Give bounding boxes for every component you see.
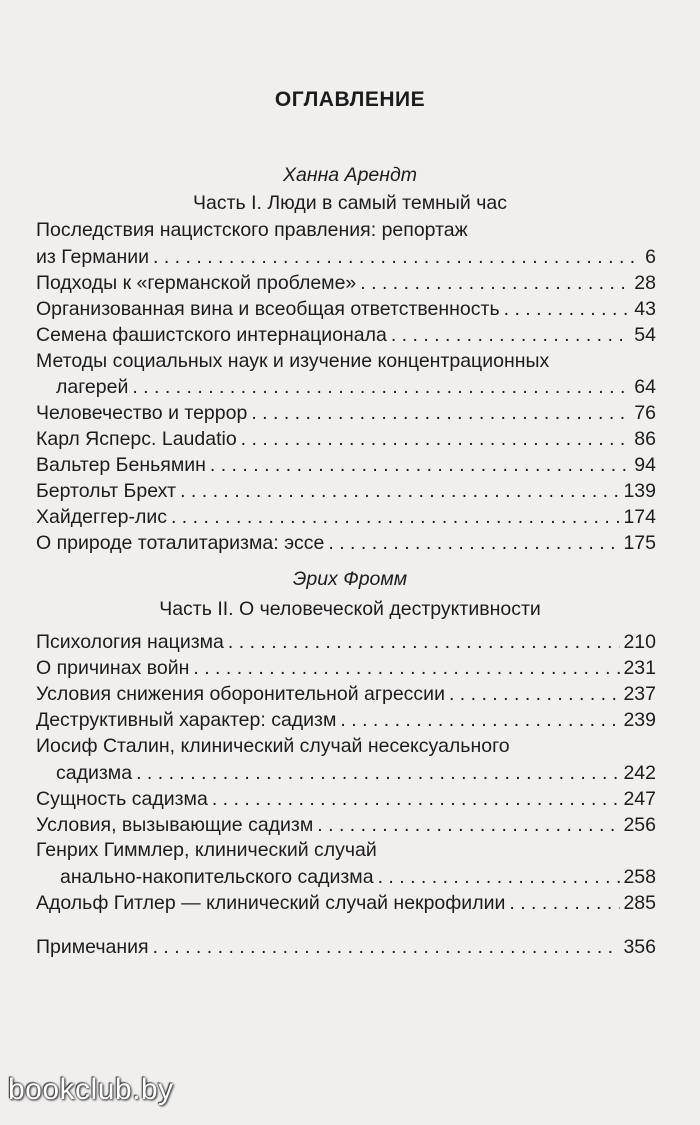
watermark-text: bookclub.by bbox=[8, 1073, 174, 1106]
toc-entry[interactable] bbox=[36, 375, 656, 399]
toc-entry[interactable] bbox=[36, 297, 656, 321]
toc-entry-page: 175 bbox=[623, 532, 656, 554]
toc-entry-page: 28 bbox=[634, 272, 656, 294]
toc-entry-title: О причинах войн bbox=[36, 657, 190, 679]
toc-entry-title: Хайдеггер-лис bbox=[36, 506, 167, 528]
toc-entry-page: 76 bbox=[634, 402, 656, 424]
toc-entry[interactable] bbox=[36, 761, 656, 785]
toc-entry-title: садизма bbox=[56, 762, 133, 784]
toc-entry[interactable] bbox=[36, 630, 656, 654]
toc-entry-line1: Методы социальных наук и изучение концентрационных bbox=[36, 350, 550, 372]
section-author-fromm: Эрих Фромм bbox=[292, 568, 408, 590]
section-author-arendt: Ханна Арендт bbox=[282, 164, 418, 186]
toc-entry-line1: Последствия нацистского правления: репортаж bbox=[36, 219, 468, 241]
toc-entry-title: Адольф Гитлер — клинический случай некрофилии bbox=[36, 892, 506, 914]
toc-entry-page: 6 bbox=[645, 246, 656, 268]
toc-entry-page: 356 bbox=[623, 936, 656, 958]
toc-entry-page: 64 bbox=[634, 376, 656, 398]
section-part-2: Часть II. О человеческой деструктивности bbox=[159, 598, 541, 620]
toc-entry-page: 247 bbox=[623, 788, 656, 810]
toc-entry[interactable] bbox=[36, 682, 656, 706]
toc-entry[interactable] bbox=[36, 787, 656, 811]
toc-entry-title: Карл Ясперс. Laudatio bbox=[36, 428, 237, 450]
toc-entry-page: 43 bbox=[634, 298, 656, 320]
toc-entry-title: О природе тоталитаризма: эссе bbox=[36, 532, 325, 554]
toc-entry[interactable] bbox=[36, 271, 656, 295]
toc-entry-line1: Генрих Гиммлер, клинический случай bbox=[36, 839, 377, 861]
toc-entry-page: 256 bbox=[623, 814, 656, 836]
toc-entry-title: Организованная вина и всеобщая ответственность bbox=[36, 298, 500, 320]
toc-entry[interactable] bbox=[36, 813, 656, 837]
toc-entry[interactable] bbox=[36, 427, 656, 451]
toc-entry[interactable] bbox=[36, 531, 656, 555]
toc-entry-line1: Иосиф Сталин, клинический случай несексуального bbox=[36, 735, 510, 757]
toc-entry-title: Сущность садизма bbox=[36, 788, 208, 810]
toc-entry-title: Условия снижения оборонительной агрессии bbox=[36, 683, 445, 705]
toc-entry-title: Человечество и террор bbox=[36, 402, 248, 424]
toc-entry-page: 258 bbox=[623, 866, 656, 888]
toc-entry[interactable] bbox=[36, 505, 656, 529]
toc-entry-page: 54 bbox=[634, 324, 656, 346]
toc-entry[interactable] bbox=[36, 401, 656, 425]
toc-entry[interactable] bbox=[36, 656, 656, 680]
toc-entry-title: анально-накопительского садизма bbox=[60, 866, 374, 888]
toc-entry[interactable] bbox=[36, 323, 656, 347]
toc-entry-page: 285 bbox=[623, 892, 656, 914]
toc-entry-title: Вальтер Беньямин bbox=[36, 454, 206, 476]
toc-entry-title: Деструктивный характер: садизм bbox=[36, 709, 337, 731]
toc-entry-title: Психология нацизма bbox=[36, 631, 224, 653]
toc-entry-page: 94 bbox=[634, 454, 656, 476]
toc-entry-title: из Германии bbox=[36, 246, 150, 268]
toc-entry[interactable] bbox=[36, 865, 656, 889]
toc-entry-title: Примечания bbox=[36, 936, 149, 958]
toc-entry-page: 174 bbox=[623, 506, 656, 528]
toc-entry-page: 86 bbox=[634, 428, 656, 450]
toc-entry-page: 210 bbox=[623, 631, 656, 653]
toc-entry[interactable] bbox=[36, 708, 656, 732]
toc-entry-title: Семена фашистского интернационала bbox=[36, 324, 387, 346]
toc-entry-page: 242 bbox=[623, 762, 656, 784]
toc-entry[interactable] bbox=[36, 479, 656, 503]
section-part-1: Часть I. Люди в самый темный час bbox=[193, 192, 507, 214]
toc-entry-title: Бертольт Брехт bbox=[36, 480, 177, 502]
page-title: ОГЛАВЛЕНИЕ bbox=[274, 88, 426, 111]
toc-entry[interactable] bbox=[36, 453, 656, 477]
toc-entry[interactable] bbox=[36, 245, 656, 269]
toc-entry-page: 239 bbox=[623, 709, 656, 731]
toc-entry[interactable] bbox=[36, 891, 656, 915]
toc-entry-title: лагерей bbox=[56, 376, 129, 398]
toc-entry-notes[interactable] bbox=[36, 935, 656, 959]
toc-entry-page: 139 bbox=[623, 480, 656, 502]
toc-entry-page: 231 bbox=[623, 657, 656, 679]
toc-entry-page: 237 bbox=[623, 683, 656, 705]
toc-entry-title: Подходы к «германской проблеме» bbox=[36, 272, 357, 294]
toc-entry-title: Условия, вызывающие садизм bbox=[36, 814, 314, 836]
